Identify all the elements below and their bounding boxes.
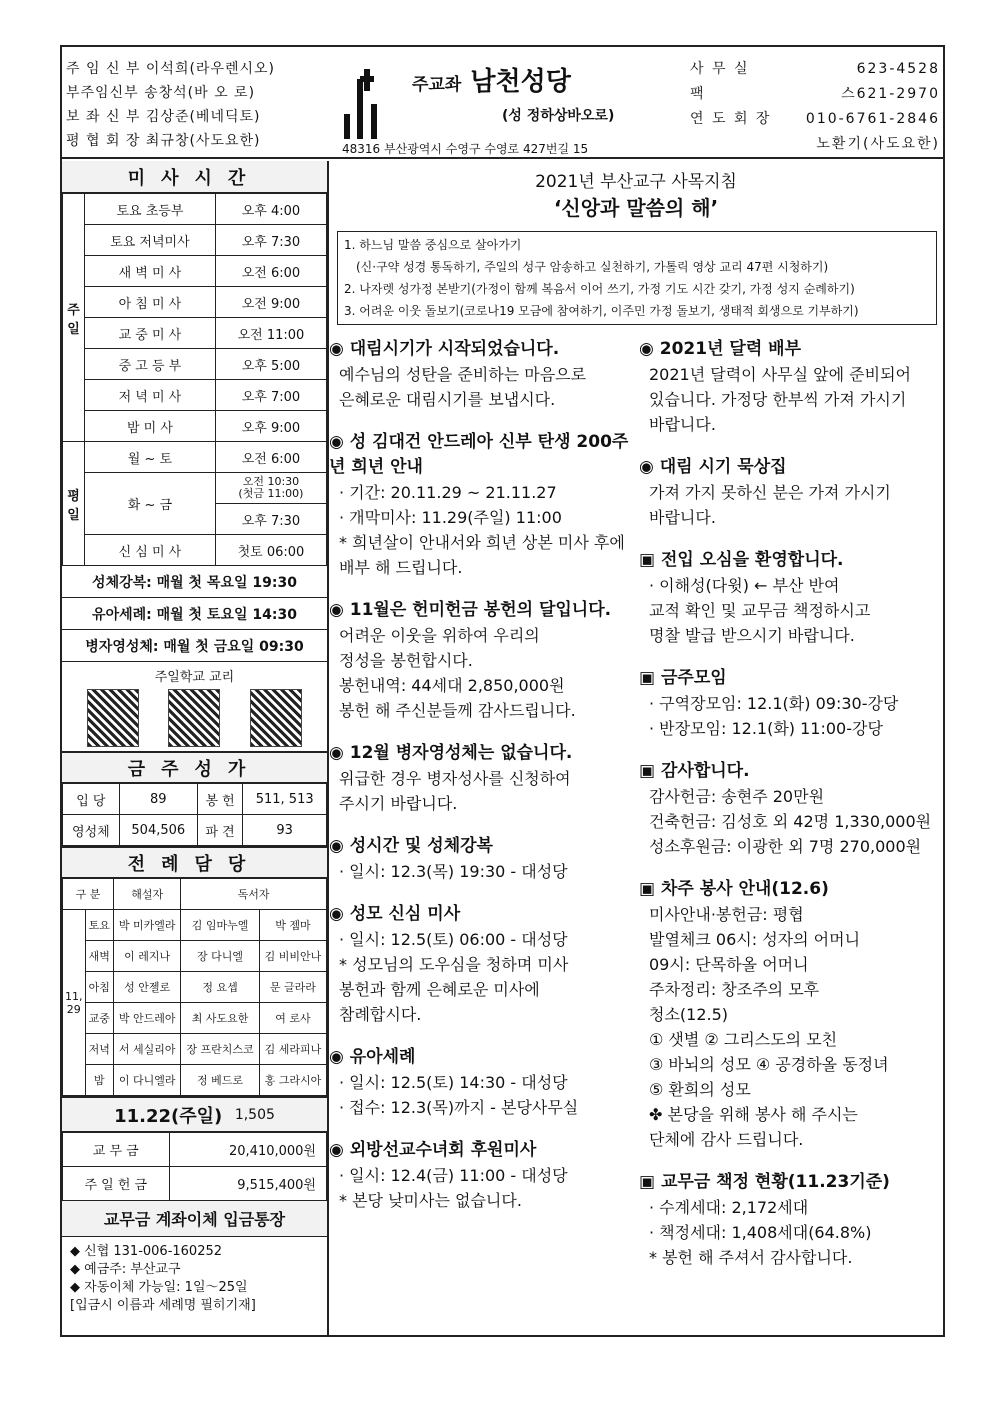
weekday-label: 평일	[63, 442, 85, 566]
notice-line: 발열체크 06시: 성자의 어머니	[649, 930, 861, 949]
notice-line: 교적 확인 및 교무금 책정하시고	[649, 601, 871, 620]
mass-time: 오후 7:30	[215, 504, 326, 535]
notice-line: · 이해성(다윗) ← 부산 반여	[649, 576, 840, 595]
staff-list	[66, 57, 275, 153]
left-column	[62, 161, 329, 1337]
notice-heading: ◉ 성모 신심 미사	[329, 904, 461, 924]
notice-line: · 일시: 12.3(목) 19:30 - 대성당	[339, 862, 568, 881]
weekly-hymns-title: 금주성가	[62, 751, 327, 783]
sunday-school-title: 주일학교 교리	[154, 670, 235, 685]
contact-row: 연 도 회 장 010-6761-2846	[690, 111, 940, 127]
patron-saint: (성 정하상바오로)	[502, 108, 615, 124]
notice-heading: ◉ 유아세례	[329, 1047, 416, 1067]
mass-time: 오전 6:00	[215, 256, 326, 287]
staff-line: 보 좌 신 부 김상준(베네딕토)	[66, 109, 261, 125]
notice-line: 성소후원금: 이광한 외 7명 270,000원	[649, 837, 922, 856]
staff-line: 주 임 신 부 이석희(라우렌시오)	[66, 61, 276, 77]
notice-line: 봉헌 해 주신분들께 감사드립니다.	[339, 701, 576, 720]
qr-code-icon[interactable]	[168, 689, 220, 747]
bulletin-header	[62, 47, 943, 159]
finance-table: 교 무 금 20,410,000원 주 일 헌 금 9,515,400원	[62, 1132, 327, 1201]
mass-name: 저 녁 미 사	[85, 380, 216, 411]
notice-line: 참례합시다.	[339, 1005, 422, 1024]
notice-line: 정성을 봉헌합시다.	[339, 651, 473, 670]
notice-line: · 구역장모임: 12.1(화) 09:30-강당	[649, 694, 899, 713]
notice-line: · 일시: 12.4(금) 11:00 - 대성당	[339, 1166, 568, 1185]
notice-line: · 일시: 12.5(토) 14:30 - 대성당	[339, 1073, 568, 1092]
weekly-hymns-table: 입 당 89 봉 헌 511, 513 영성체 504,506 파 견 93	[62, 783, 327, 846]
mass-name: 밤 미 사	[85, 411, 216, 442]
notice-heading: ▣ 금주모임	[639, 668, 727, 688]
notice-line: 어려운 이웃을 위하여 우리의	[339, 626, 540, 645]
notice-line: 09시: 단목하올 어머니	[649, 955, 809, 974]
mass-time: 오전 9:00	[215, 287, 326, 318]
mass-time: 오전 6:00	[215, 442, 326, 473]
mass-time: 첫토 06:00	[215, 535, 326, 566]
sunday-label: 주일	[63, 194, 85, 442]
notice-block	[329, 337, 629, 412]
notice-line: 봉헌과 함께 은혜로운 미사에	[339, 980, 540, 999]
notice-line: * 성모님의 도우심을 청하며 미사	[339, 955, 569, 974]
notice-line: 가져 가지 못하신 분은 가져 가시기	[649, 483, 891, 502]
notice-block	[329, 1045, 629, 1120]
directive-subtitle: ‘신앙과 말씀의 해’	[553, 196, 719, 220]
notice-line: 2021년 달력이 사무실 앞에 준비되어	[649, 365, 911, 384]
notice-block	[329, 430, 629, 580]
notice-line: 위급한 경우 병자성사를 신청하여	[339, 769, 571, 788]
mass-name: 월 ~ 토	[85, 442, 216, 473]
notice-line: * 봉헌 해 주셔서 감사합니다.	[649, 1248, 853, 1267]
notice-line: 명찰 발급 받으시기 바랍니다.	[649, 626, 855, 645]
notice-heading: ▣ 감사합니다.	[639, 761, 750, 781]
notice-block	[329, 834, 629, 884]
mass-time: 오후 5:00	[215, 349, 326, 380]
notice-line: 예수님의 성탄을 준비하는 마음으로	[339, 365, 587, 384]
notice-line: 주시기 바랍니다.	[339, 794, 458, 813]
benediction-info: 성체강복: 매월 첫 목요일 19:30	[62, 566, 327, 598]
notice-block	[329, 598, 629, 723]
contact-list	[690, 57, 940, 157]
notice-heading: ▣ 교무금 책정 현황(11.23기준)	[639, 1172, 890, 1192]
notice-block	[639, 1170, 943, 1270]
notice-line: 바랍니다.	[649, 415, 716, 434]
contact-row: 팩 스621-2970	[690, 86, 940, 102]
notice-block	[329, 902, 629, 1027]
notice-line: 건축헌금: 김성호 외 42명 1,330,000원	[649, 812, 932, 831]
notice-block	[639, 455, 943, 530]
notice-line: 감사헌금: 송현주 20만원	[649, 787, 825, 806]
notice-line: ⑤ 환희의 성모	[649, 1080, 751, 1099]
notice-heading: ◉ 성 김대건 안드레아 신부 탄생 200주년 희년 안내	[329, 432, 629, 477]
finance-date: 11.22(주일) 1,505	[62, 1096, 327, 1132]
mass-name: 새 벽 미 사	[85, 256, 216, 287]
qr-code-icon[interactable]	[250, 689, 302, 747]
mass-name: 토요 저녁미사	[85, 225, 216, 256]
contact-row: 노환기(사도요한)	[816, 136, 940, 152]
notice-line: · 접수: 12.3(목)까지 - 본당사무실	[339, 1098, 579, 1117]
liturgy-title: 전례담당	[62, 846, 327, 878]
church-address: 48316 부산광역시 수영구 수영로 427번길 15	[342, 142, 589, 156]
notices-right	[639, 337, 943, 1288]
qr-codes	[62, 685, 327, 751]
mass-name: 중 고 등 부	[85, 349, 216, 380]
notice-heading: ◉ 2021년 달력 배부	[639, 339, 802, 359]
bulletin-page	[60, 45, 945, 1337]
notice-heading: ◉ 대림 시기 묵상집	[639, 457, 787, 477]
notice-line: 은혜로운 대림시기를 보냅시다.	[339, 390, 556, 409]
notice-line: 바랍니다.	[649, 508, 716, 527]
notice-line: 있습니다. 가정당 한부씩 가져 가시기	[649, 390, 907, 409]
mass-name: 아 침 미 사	[85, 287, 216, 318]
notice-block	[329, 1138, 629, 1213]
notice-line: 봉헌내역: 44세대 2,850,000원	[339, 676, 565, 695]
mass-name: 교 중 미 사	[85, 318, 216, 349]
notice-block	[639, 759, 943, 859]
notice-line: * 본당 낮미사는 없습니다.	[339, 1191, 522, 1210]
mass-time: 오후 7:00	[215, 380, 326, 411]
notice-heading: ◉ 외방선교수녀회 후원미사	[329, 1140, 537, 1160]
notice-heading: ◉ 대림시기가 시작되었습니다.	[329, 339, 560, 359]
mass-name: 토요 초등부	[85, 194, 216, 225]
liturgy-table: 구 분 해설자 독서자 11, 29 토요 박 미카엘라 김 임마누엘 박 젬마 새벽 이 레지나 장 다니엘 김 비비안나 아침 성 안젤로 정 요셉 문 글라라 교중 박 안드레아 최 사도요한 여 로사 저녁 서 세실리아 장 프란치스코 김 세라피나 밤 이 다니엘라 정 베드로 홍 그라시아	[62, 878, 327, 1096]
notice-line: ③ 바뇌의 성모 ④ 공경하올 동정녀	[649, 1055, 889, 1074]
mass-time: 오전 10:30 (첫금 11:00)	[215, 473, 326, 504]
notice-line: · 기간: 20.11.29 ~ 21.11.27	[339, 483, 557, 502]
notice-line: 청소(12.5)	[649, 1005, 729, 1024]
notice-heading: ▣ 차주 봉사 안내(12.6)	[639, 879, 829, 899]
notice-block	[639, 666, 943, 741]
notice-block	[639, 548, 943, 648]
notice-line: ✤ 본당을 위해 봉사 해 주시는	[649, 1105, 858, 1124]
notice-line: · 일시: 12.5(토) 06:00 - 대성당	[339, 930, 568, 949]
mass-time: 오전 11:00	[215, 318, 326, 349]
notice-heading: ◉ 11월은 헌미헌금 봉헌의 달입니다.	[329, 600, 612, 620]
sick-communion-info: 병자영성체: 매월 첫 금요일 09:30	[62, 630, 327, 662]
notice-line: · 반장모임: 12.1(화) 11:00-강당	[649, 719, 883, 738]
notice-block	[639, 877, 943, 1152]
notice-heading: ◉ 성시간 및 성체강복	[329, 836, 493, 856]
mass-name: 화 ~ 금	[85, 473, 216, 535]
notice-line: * 희년살이 안내서와 희년 상본 미사 후에 배부 해 드립니다.	[339, 533, 625, 577]
notices-left	[329, 337, 629, 1231]
notice-heading: ◉ 12월 병자영성체는 없습니다.	[329, 743, 573, 763]
notice-block	[329, 741, 629, 816]
staff-line: 부주임신부 송창석(바 오 로)	[66, 85, 256, 101]
mass-name: 신 심 미 사	[85, 535, 216, 566]
directive-box: 1. 하느님 말씀 중심으로 살아가기 (신·구약 성경 통독하기, 주일의 성구 암송하고 실천하기, 가톨릭 영상 교리 47편 시청하기) 2. 나자렛 성가정 본받기(가정이 함께 복음서 이어 쓰기, 가정 기도 시간 갖기, 가정 성지 순례하기) 3. 어려운 이웃 돌보기(코로나19 모금에 참여하기, 이주민 가정 돌보기, 생태적 회생으로 기부하기)	[337, 231, 937, 325]
mass-times-title: 미사시간	[62, 161, 327, 193]
directive-title: 2021년 부산교구 사목지침	[535, 172, 737, 192]
notice-line: 주차정리: 창조주의 모후	[649, 980, 820, 999]
notice-line: 미사안내·봉헌금: 평협	[649, 905, 804, 924]
notice-line: 단체에 감사 드립니다.	[649, 1130, 804, 1149]
notice-line: ① 샛별 ② 그리스도의 모친	[649, 1030, 838, 1049]
notice-block	[639, 337, 943, 437]
account-title: 교무금 계좌이체 입금통장	[62, 1201, 327, 1237]
notice-line: · 수계세대: 2,172세대	[649, 1198, 809, 1217]
mass-times-table	[62, 193, 327, 566]
notice-heading: ▣ 전입 오심을 환영합니다.	[639, 550, 844, 570]
baptism-info: 유아세례: 매월 첫 토요일 14:30	[62, 598, 327, 630]
church-name: 주교좌 남천성당	[412, 67, 571, 97]
right-area	[329, 161, 943, 1337]
notice-line: · 개막미사: 11.29(주일) 11:00	[339, 508, 562, 527]
church-logo-icon	[342, 59, 392, 139]
contact-row: 사 무 실 623-4528	[690, 61, 940, 77]
mass-time: 오후 9:00	[215, 411, 326, 442]
notice-line: · 책정세대: 1,408세대(64.8%)	[649, 1223, 872, 1242]
account-info: ◆ 신협 131-006-160252 ◆ 예금주: 부산교구 ◆ 자동이체 가능일: 1일～25일 [입금시 이름과 세례명 필히기재]	[70, 1244, 256, 1313]
staff-line: 평 협 회 장 최규창(사도요한)	[66, 133, 261, 149]
mass-time: 오후 4:00	[215, 194, 326, 225]
qr-code-icon[interactable]	[87, 689, 139, 747]
mass-time: 오후 7:30	[215, 225, 326, 256]
